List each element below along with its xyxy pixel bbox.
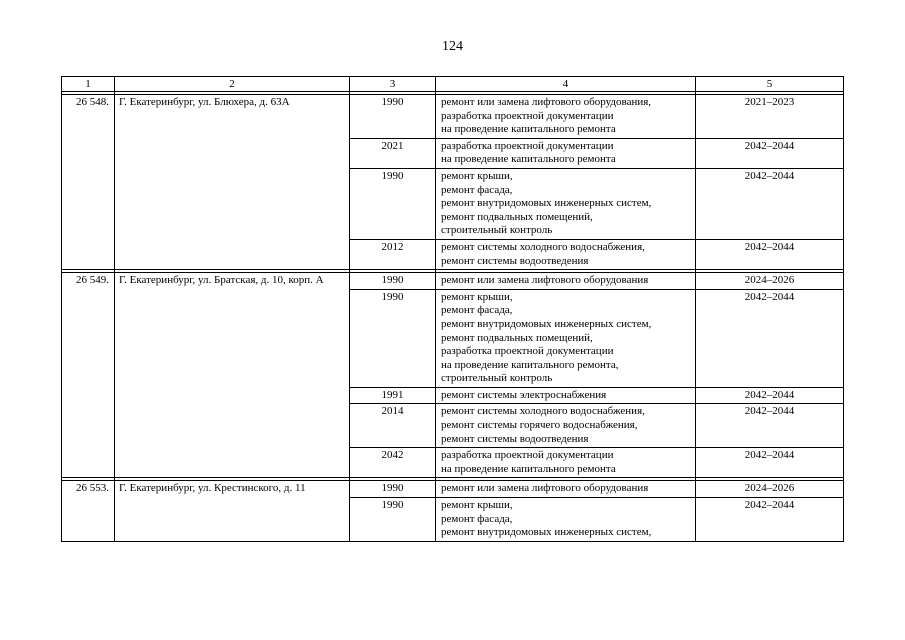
header-row (62, 77, 844, 92)
repair-schedule-table-container (61, 76, 843, 542)
period-cell: 2042–2044 (696, 138, 844, 168)
year-cell: 1991 (350, 387, 436, 404)
works-cell (436, 289, 696, 387)
year-cell: 2042 (350, 448, 436, 478)
period-cell: 2042–2044 (696, 289, 844, 387)
header-col-5: 5 (696, 77, 844, 92)
period-cell: 2042–2044 (696, 404, 844, 448)
building-address: Г. Екатеринбург, ул. Крестинского, д. 11 (115, 481, 350, 541)
period-cell: 2042–2044 (696, 448, 844, 478)
work-item: ремонт крыши, (441, 169, 513, 182)
header-col-2: 2 (115, 77, 350, 92)
work-item: ремонт крыши, (441, 290, 513, 303)
work-item: ремонт фасада, (441, 304, 513, 317)
header-col-1: 1 (62, 77, 115, 92)
work-item: ремонт или замена лифтового оборудования, (441, 96, 652, 108)
page-number: 124 (442, 39, 463, 54)
work-item: на проведение капитального ремонта (441, 462, 616, 475)
works-cell (436, 138, 696, 168)
period-cell: 2042–2044 (696, 168, 844, 239)
work-item: ремонт подвальных помещений, (441, 210, 593, 223)
row-number: 26 548. (62, 95, 115, 270)
table-body (62, 92, 844, 542)
period-cell: 2024–2026 (696, 481, 844, 498)
year-cell: 2014 (350, 404, 436, 448)
work-item: строительный контроль (441, 372, 553, 385)
year-cell: 1990 (350, 273, 436, 290)
table-header (62, 77, 844, 92)
building-address: Г. Екатеринбург, ул. Братская, д. 10, корп. А (115, 273, 350, 478)
header-col-3: 3 (350, 77, 436, 92)
work-item: на проведение капитального ремонта (441, 123, 616, 136)
repair-schedule-table (61, 76, 844, 542)
work-item: строительный контроль (441, 224, 553, 237)
header-col-4: 4 (436, 77, 696, 92)
works-cell (436, 404, 696, 448)
work-item: ремонт системы холодного водоснабжения, (441, 240, 645, 253)
table-row (62, 481, 844, 498)
work-item: ремонт внутридомовых инженерных систем, (441, 197, 652, 210)
year-cell: 1990 (350, 481, 436, 498)
table-row (62, 273, 844, 290)
works-cell (436, 168, 696, 239)
table-row (62, 95, 844, 139)
period-cell: 2042–2044 (696, 498, 844, 542)
work-item: ремонт системы электроснабжения (441, 388, 607, 401)
work-item: ремонт или замена лифтового оборудования (441, 482, 649, 495)
work-item: ремонт фасада, (441, 512, 513, 525)
works-cell (436, 481, 696, 498)
work-item: разработка проектной документации (441, 449, 614, 462)
works-cell (436, 239, 696, 269)
row-number: 26 553. (62, 481, 115, 541)
work-item: ремонт системы горячего водоснабжения, (441, 419, 638, 432)
works-cell (436, 273, 696, 290)
work-item: ремонт системы водоотведения (441, 432, 589, 445)
work-item: ремонт системы водоотведения (441, 254, 589, 267)
year-cell: 1990 (350, 498, 436, 542)
building-address: Г. Екатеринбург, ул. Блюхера, д. 63А (115, 95, 350, 270)
period-cell: 2024–2026 (696, 273, 844, 290)
period-cell: 2042–2044 (696, 387, 844, 404)
work-item: разработка проектной документации (441, 345, 614, 358)
work-item: на проведение капитального ремонта, (441, 358, 619, 371)
row-number: 26 549. (62, 273, 115, 478)
year-cell: 1990 (350, 95, 436, 139)
work-item: на проведение капитального ремонта (441, 153, 616, 166)
period-cell: 2021–2023 (696, 95, 844, 139)
work-item: ремонт системы холодного водоснабжения, (441, 405, 645, 418)
works-cell (436, 448, 696, 478)
work-item: ремонт подвальных помещений, (441, 331, 593, 344)
works-cell (436, 498, 696, 542)
work-item: ремонт или замена лифтового оборудования (441, 274, 649, 287)
year-cell: 2021 (350, 138, 436, 168)
works-cell (436, 387, 696, 404)
work-item: ремонт внутридомовых инженерных систем, (441, 317, 652, 330)
year-cell: 1990 (350, 289, 436, 387)
year-cell: 2012 (350, 239, 436, 269)
year-cell: 1990 (350, 168, 436, 239)
work-item: ремонт фасада, (441, 183, 513, 196)
work-item: разработка проектной документации (441, 139, 614, 152)
work-item: разработка проектной документации (441, 109, 614, 122)
works-cell (436, 95, 696, 139)
work-item: ремонт внутридомовых инженерных систем, (441, 526, 652, 539)
period-cell: 2042–2044 (696, 239, 844, 269)
work-item: ремонт крыши, (441, 499, 513, 512)
